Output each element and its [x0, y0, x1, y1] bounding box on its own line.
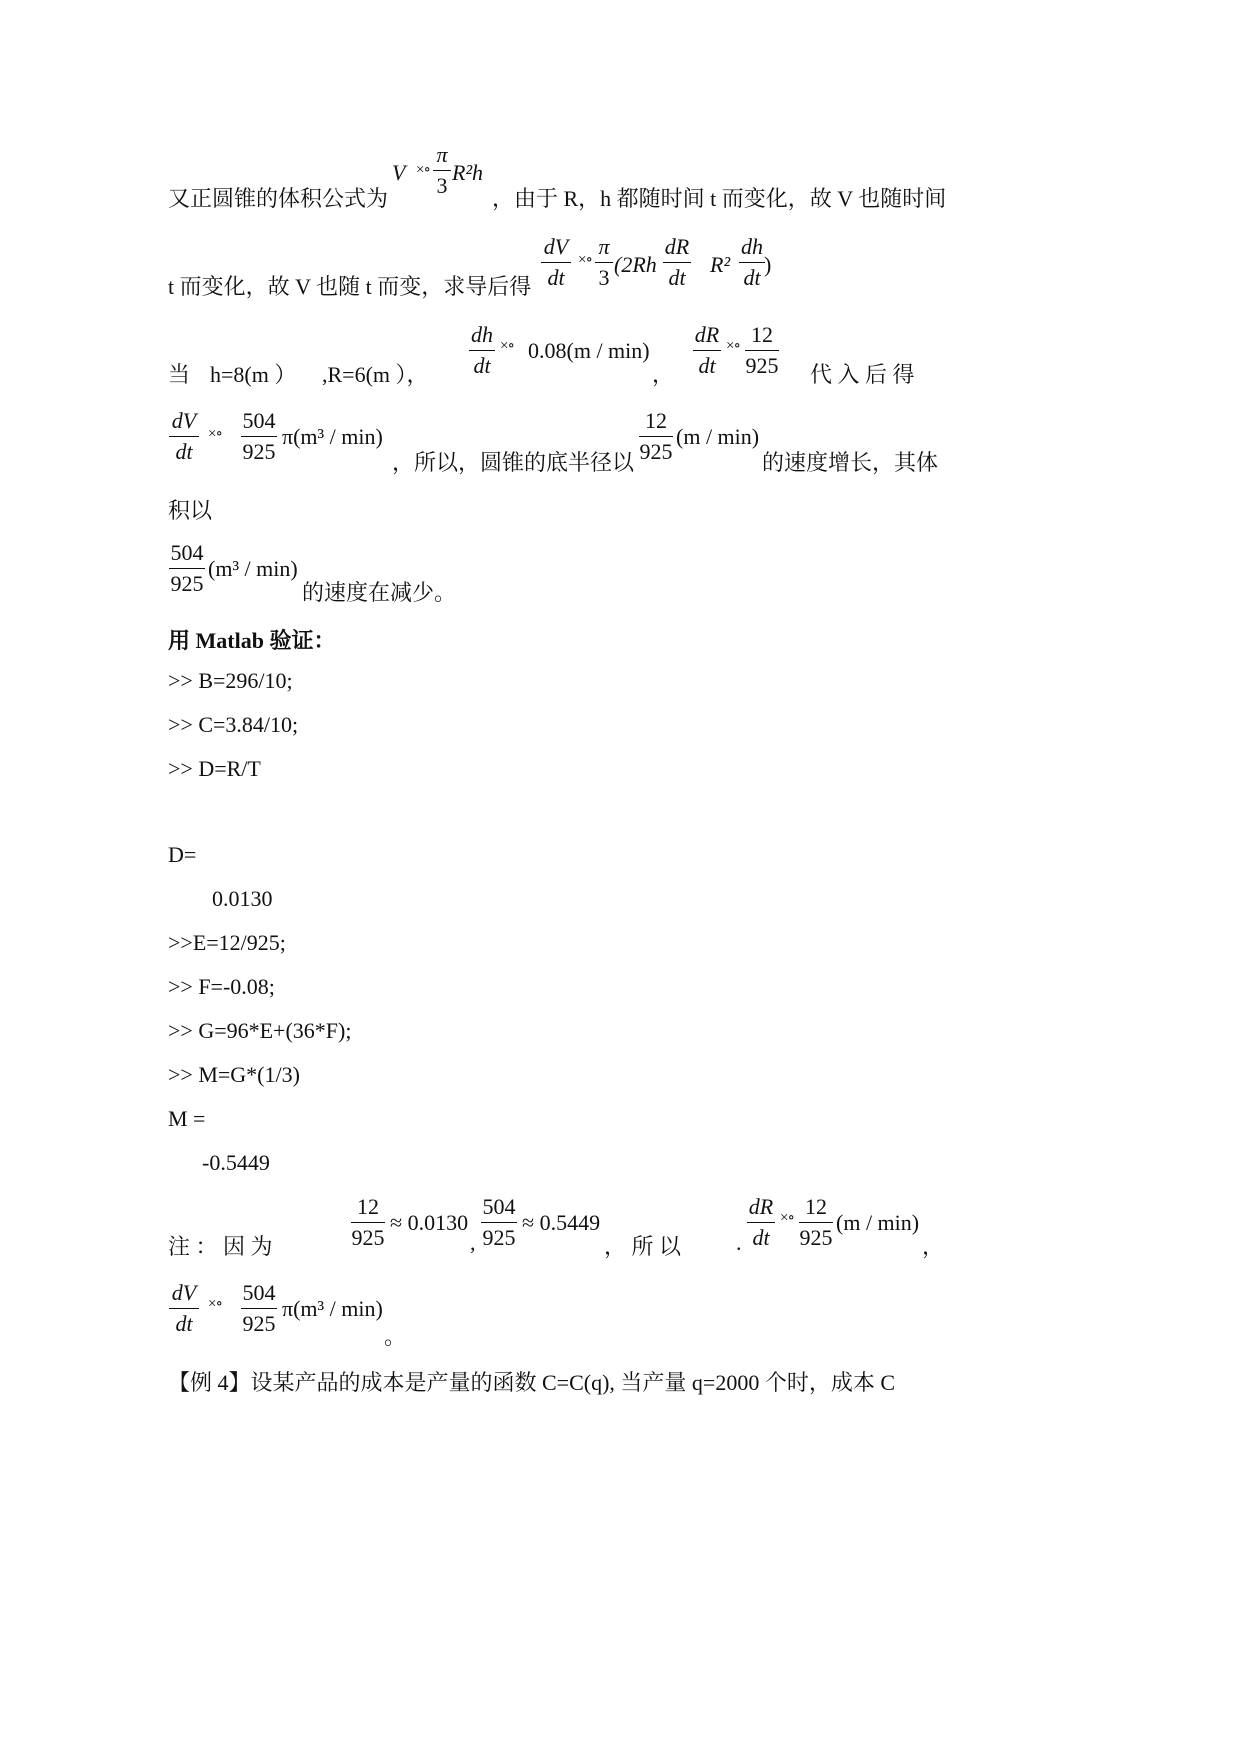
formula-2rh: (2Rh	[614, 252, 657, 277]
fraction-12-925: 12 925	[745, 322, 779, 378]
formula-r2h: R²h	[452, 160, 484, 185]
fraction-504-925: 504 925	[242, 408, 276, 464]
fraction-12-925: 12 925	[639, 408, 673, 464]
unit-m-min: (m / min)	[676, 424, 760, 449]
text-substitute: 代 入 后 得	[810, 362, 915, 387]
formula-v: V	[392, 160, 406, 185]
paren-close: )	[764, 252, 772, 277]
text-mid: ，所以，圆锥的底半径以	[392, 450, 635, 475]
fraction-12-925: 12 925	[351, 1194, 385, 1250]
code-line: >>E=12/925;	[168, 930, 286, 955]
fraction-dr-dt: dR dt	[694, 322, 720, 378]
approx-mark: ×∘	[780, 1210, 794, 1226]
text-suffix: ，由于 R，h 都随时间 t 而变化，故 V 也随时间	[492, 186, 947, 211]
text-suffix: 的速度增长，其体	[762, 450, 939, 475]
unit-pi-m3: π(m³ / min)	[282, 424, 383, 449]
approx-0130: ≈ 0.0130	[390, 1210, 469, 1235]
code-line: >> G=96*E+(36*F);	[168, 1018, 352, 1043]
code-line: >> F=-0.08;	[168, 974, 275, 999]
approx-mark: ×∘	[500, 338, 514, 354]
code-line: D=	[168, 842, 197, 867]
verify-heading: 用 Matlab 验证：	[168, 628, 336, 653]
fraction-504-925: 504 925	[482, 1194, 516, 1250]
approx-mark: ×∘	[208, 426, 222, 442]
fraction-504-925: 504 925	[242, 1280, 276, 1336]
code-line: >> D=R/T	[168, 756, 261, 781]
approx-mark: ×∘	[578, 252, 592, 268]
text-when: 当	[168, 362, 191, 387]
fraction-504-925: 504 925	[170, 540, 204, 596]
fraction-dh-dt: dh dt	[741, 234, 763, 290]
fraction-dv-dt: dV dt	[540, 232, 572, 293]
text-r-value: ,R=6(m ），	[322, 362, 429, 387]
code-line: >> M=G*(1/3)	[168, 1062, 300, 1087]
text-prefix: 又正圆锥的体积公式为	[168, 186, 389, 211]
unit-m3-min: (m³ / min)	[208, 556, 298, 581]
code-line: -0.5449	[202, 1150, 270, 1175]
fraction-dr-dt: dR dt	[748, 1194, 774, 1250]
dh-value: 0.08(m / min)	[528, 338, 650, 363]
comma: ,	[470, 1230, 476, 1255]
unit-m-min: (m / min)	[836, 1210, 920, 1235]
code-line: 0.0130	[212, 886, 273, 911]
fraction-dv-dt: dV dt	[168, 406, 200, 467]
fraction-12-925: 12 925	[799, 1194, 833, 1250]
fraction-pi-3: π 3	[594, 232, 614, 293]
approx-5449: ≈ 0.5449	[522, 1210, 601, 1235]
text-h-value: h=8(m ）	[210, 362, 297, 387]
approx-mark: ×∘	[416, 162, 430, 178]
code-line: >> C=3.84/10;	[168, 712, 299, 737]
fraction-dv-dt: dV dt	[168, 1278, 200, 1339]
fraction-pi-3: π 3	[432, 140, 452, 201]
code-line: M =	[168, 1106, 206, 1131]
fraction-dr-dt: dR dt	[664, 234, 690, 290]
note-label: 注 ： 因 为	[168, 1234, 273, 1259]
dot: .	[736, 1230, 742, 1255]
approx-mark: ×∘	[726, 338, 740, 354]
formula-r2: R²	[710, 252, 731, 277]
end-comma: ，	[922, 1234, 945, 1259]
period: 。	[384, 1324, 407, 1349]
code-line: >> B=296/10;	[168, 668, 293, 693]
text-so: ， 所 以	[604, 1234, 682, 1259]
example-4-text: 【例 4】设某产品的成本是产量的函数 C=C(q), 当产量 q=2000 个时，成本 C	[168, 1370, 895, 1395]
text-prefix: t 而变化，故 V 也随 t 而变，求导后得	[168, 274, 532, 299]
fraction-dh-dt: dh dt	[471, 322, 493, 378]
text-ji-yi: 积以	[168, 498, 213, 523]
comma: ，	[652, 362, 675, 387]
text-suffix: 的速度在减少。	[302, 580, 457, 605]
unit-pi-m3: π(m³ / min)	[282, 1296, 383, 1321]
approx-mark: ×∘	[208, 1296, 222, 1312]
